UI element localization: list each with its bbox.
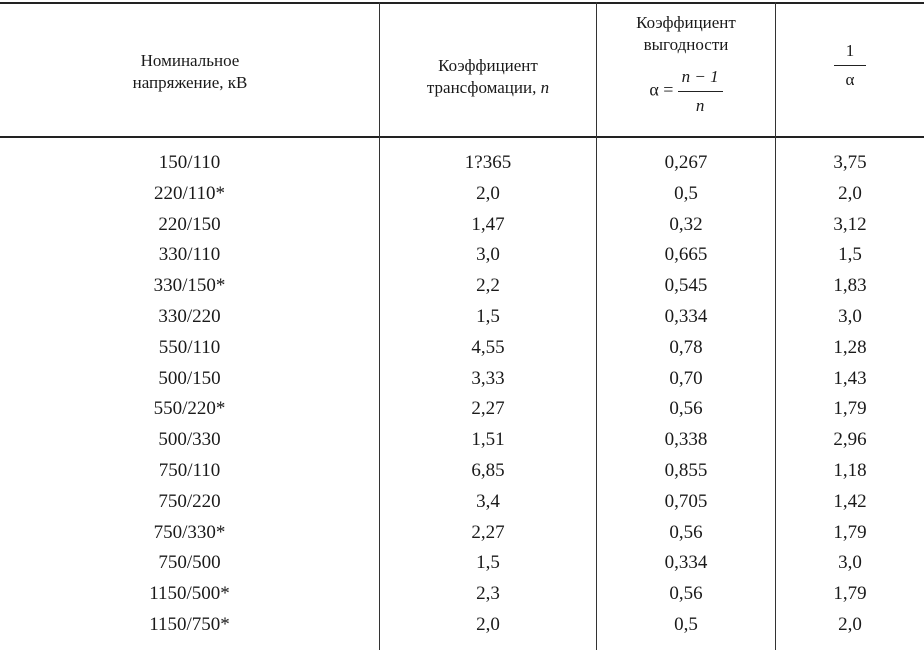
cell-inverse-alpha: 3,0 — [838, 552, 862, 574]
cell-voltage: 330/110 — [158, 244, 221, 266]
cell-inverse-alpha: 1,18 — [833, 459, 867, 481]
cell-inverse-alpha: 2,96 — [833, 429, 867, 451]
cell-voltage: 500/150 — [158, 367, 221, 389]
cell-alpha: 0,705 — [664, 490, 708, 512]
table-row — [0, 610, 924, 641]
cell-ratio: 2,0 — [476, 182, 500, 204]
cell-voltage: 550/110 — [158, 336, 221, 358]
cell-voltage: 330/150* — [153, 275, 226, 297]
cell-inverse-alpha: 2,0 — [838, 182, 862, 204]
cell-inverse-alpha: 1,79 — [833, 583, 867, 605]
inverse-alpha-bar — [834, 65, 866, 66]
cell-ratio: 6,85 — [471, 459, 505, 481]
cell-voltage: 750/500 — [158, 552, 221, 574]
cell-ratio: 2,2 — [476, 275, 500, 297]
cell-ratio: 2,0 — [476, 613, 500, 635]
header-inverse-alpha — [776, 40, 924, 91]
cell-alpha: 0,56 — [669, 398, 703, 420]
cell-inverse-alpha: 1,83 — [833, 275, 867, 297]
cell-alpha: 0,665 — [664, 244, 708, 266]
cell-alpha: 0,78 — [669, 336, 703, 358]
header-ratio-word: трансфомации, — [426, 78, 537, 97]
table-row — [0, 579, 924, 610]
table-row — [0, 240, 924, 271]
cell-ratio: 1,47 — [471, 213, 505, 235]
cell-alpha: 0,32 — [669, 213, 703, 235]
cell-voltage: 150/110 — [158, 152, 221, 173]
cell-alpha: 0,334 — [664, 305, 708, 327]
inverse-alpha-numerator: 1 — [845, 41, 855, 60]
inverse-alpha-denominator: α — [845, 70, 855, 89]
alpha-fraction-bar — [678, 91, 723, 92]
header-ratio-var: n — [540, 78, 550, 97]
cell-inverse-alpha: 3,12 — [833, 213, 867, 235]
cell-alpha: 0,5 — [674, 613, 698, 635]
cell-voltage: 500/330 — [158, 429, 221, 451]
cell-inverse-alpha: 1,43 — [833, 367, 867, 389]
cell-alpha: 0,267 — [664, 152, 708, 173]
cell-voltage: 1150/750* — [149, 613, 230, 635]
cell-inverse-alpha: 1,42 — [833, 490, 867, 512]
cell-ratio: 1,5 — [476, 305, 500, 327]
cell-alpha: 0,334 — [664, 552, 708, 574]
cell-inverse-alpha: 1,79 — [833, 398, 867, 420]
table-row — [0, 364, 924, 395]
alpha-fraction — [678, 66, 723, 117]
table-body — [0, 148, 924, 641]
header-benefit-line2: выгодности — [643, 35, 729, 54]
cell-alpha: 0,70 — [669, 367, 703, 389]
header-bottom-rule — [0, 136, 924, 138]
cell-inverse-alpha: 2,0 — [838, 613, 862, 635]
table-row — [0, 425, 924, 456]
table-row — [0, 456, 924, 487]
cell-alpha: 0,545 — [664, 275, 708, 297]
header-ratio — [390, 55, 586, 99]
header-voltage — [100, 50, 280, 94]
alpha-denominator: n — [695, 96, 705, 115]
cell-voltage: 220/150 — [158, 213, 221, 235]
cell-alpha: 0,338 — [664, 429, 708, 451]
cell-voltage: 220/110* — [153, 182, 226, 204]
table-row — [0, 518, 924, 549]
alpha-formula — [598, 66, 774, 117]
header-ratio-line2 — [390, 77, 586, 99]
table-row — [0, 302, 924, 333]
cell-ratio: 3,0 — [476, 244, 500, 266]
alpha-numerator: n − 1 — [681, 67, 719, 86]
cell-alpha: 0,855 — [664, 459, 708, 481]
table-row — [0, 271, 924, 302]
cell-voltage: 330/220 — [158, 305, 221, 327]
table-row — [0, 394, 924, 425]
table-row — [0, 548, 924, 579]
table-row — [0, 487, 924, 518]
cell-ratio: 2,27 — [471, 521, 505, 543]
cell-voltage: 750/330* — [153, 521, 226, 543]
header-voltage-text: Номинальное напряжение, кВ — [132, 51, 248, 92]
table-row — [0, 333, 924, 364]
cell-ratio: 3,4 — [476, 490, 500, 512]
cell-inverse-alpha: 3,0 — [838, 305, 862, 327]
cell-alpha: 0,5 — [674, 182, 698, 204]
table-row — [0, 179, 924, 210]
cell-voltage: 750/220 — [158, 490, 221, 512]
inverse-alpha-fraction — [834, 40, 866, 91]
alpha-lhs: α = — [649, 79, 674, 100]
cell-voltage: 1150/500* — [149, 583, 230, 605]
cell-inverse-alpha: 1,28 — [833, 336, 867, 358]
cell-ratio: 4,55 — [471, 336, 505, 358]
cell-inverse-alpha: 1,79 — [833, 521, 867, 543]
cell-ratio: 2,3 — [476, 583, 500, 605]
top-rule — [0, 2, 924, 4]
cell-voltage: 750/110 — [158, 459, 221, 481]
cell-alpha: 0,56 — [669, 583, 703, 605]
cell-voltage: 550/220* — [153, 398, 226, 420]
cell-ratio: 1,5 — [476, 552, 500, 574]
header-ratio-line1: Коэффициент — [438, 56, 538, 75]
header-benefit-line1: Коэффициент — [636, 13, 736, 32]
cell-ratio: 1,51 — [471, 429, 505, 451]
cell-ratio: 3,33 — [471, 367, 505, 389]
cell-inverse-alpha: 3,75 — [833, 152, 867, 173]
table-row — [0, 210, 924, 241]
table-row — [0, 148, 924, 179]
header-benefit — [598, 12, 774, 117]
cell-alpha: 0,56 — [669, 521, 703, 543]
cell-ratio: 1?365 — [464, 152, 512, 173]
cell-ratio: 2,27 — [471, 398, 505, 420]
cell-inverse-alpha: 1,5 — [838, 244, 862, 266]
